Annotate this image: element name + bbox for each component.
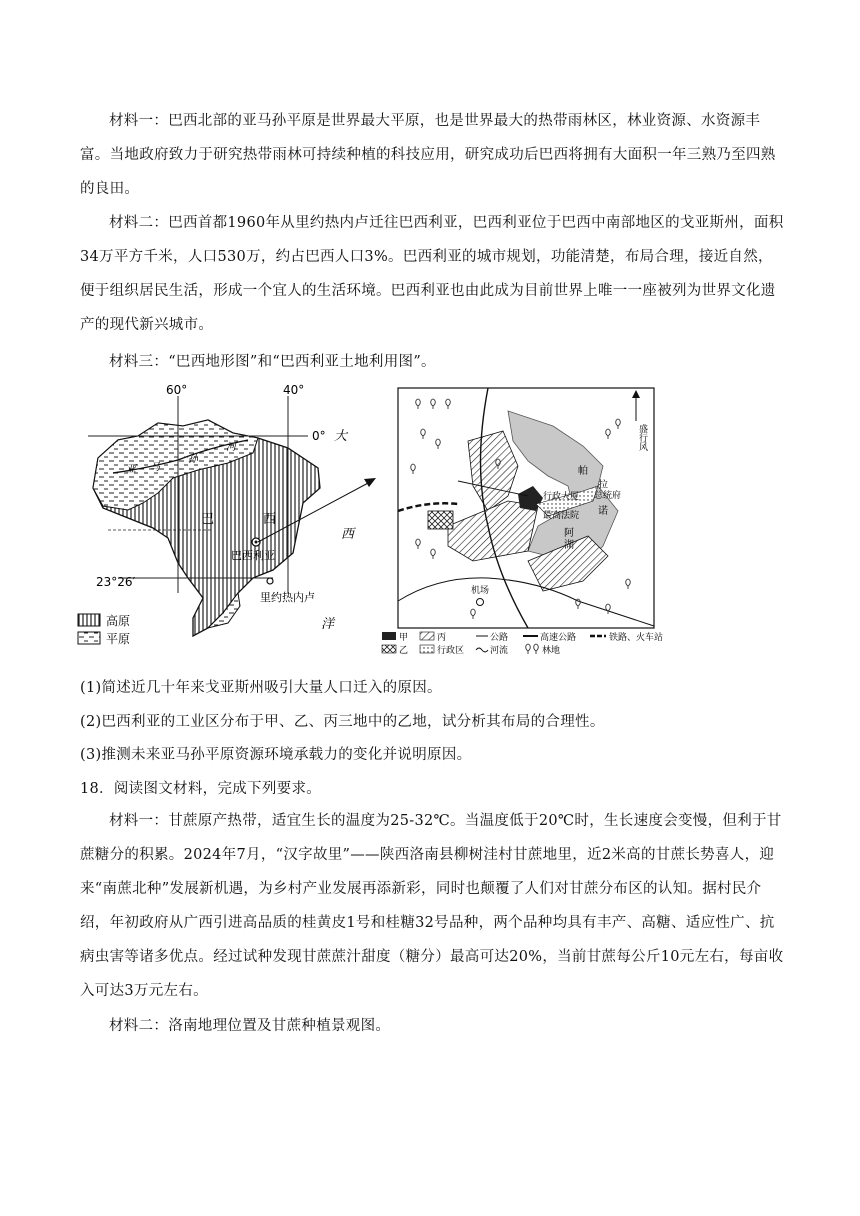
legend-road: 公路 xyxy=(490,633,509,643)
material-18-2: 材料二：洛南地理位置及甘蔗种植景观图。 xyxy=(109,1018,391,1034)
lake-char-3: 诺 xyxy=(598,506,608,517)
brasilia-land-use-map xyxy=(378,386,678,662)
ocean-char-yang: 洋 xyxy=(321,617,335,632)
legend-plateau: 高原 xyxy=(106,614,131,628)
legend-yi: 乙 xyxy=(399,646,409,656)
country-char-xi: 西 xyxy=(263,512,277,527)
legend-admin-area: 行政区 xyxy=(437,646,465,656)
lon-60-label: 60° xyxy=(166,383,188,397)
palace-label: 总统府 xyxy=(594,491,622,501)
ocean-char-xi: 西 xyxy=(341,527,355,542)
river-char-2: 马 xyxy=(150,462,160,473)
question-1: (1)简述近几十年来戈亚斯州吸引大量人口迁入的原因。 xyxy=(80,680,442,696)
lake-char-4: 阿 xyxy=(564,528,574,539)
brasilia-label: 巴西利亚 xyxy=(231,549,275,562)
legend-river: 河流 xyxy=(490,646,509,656)
material-3: 材料三：“巴西地形图”和“巴西利亚土地利用图”。 xyxy=(109,354,436,370)
legend-bing: 丙 xyxy=(437,633,447,643)
lake-char-2: 拉 xyxy=(598,480,608,491)
river-char-4: 河 xyxy=(226,442,236,453)
legend-forest: 林地 xyxy=(542,646,561,656)
material-1: 材料一：巴西北部的亚马孙平原是世界最大平原，也是世界最大的热带雨林区，林业资源、水资源丰富。当地政府致力于研究热带雨林可持续种植的科技应用，研究成功后巴西将拥有大面积一年三熟乃至四熟的良田。 xyxy=(80,113,776,197)
airport-label: 机场 xyxy=(471,586,490,596)
wind-label: 盛行风 xyxy=(637,424,647,451)
material-2: 材料二：巴西首都1960年从里约热内卢迁往巴西利亚，巴西利亚位于巴西中南部地区的戈亚斯州，面积34万平方千米，人口530万，约占巴西人口3%。巴西利亚的城市规划，功能清楚，布局合理，接近自然，便于组织居民生活，形成一个宜人的生活环境。巴西利亚也由此成为目前世界上唯一一座被列为世界文化遗产的现代新兴城市。 xyxy=(80,215,784,333)
river-char-3: 孙 xyxy=(188,454,198,465)
admin-building-label: 行政大厦 xyxy=(543,492,580,502)
rio-label: 里约热内卢 xyxy=(260,591,315,604)
equator-label: 0° xyxy=(312,429,326,443)
question-18: 18．阅读图文材料，完成下列要求。 xyxy=(80,781,322,797)
tropic-label: 23°26′ xyxy=(96,575,136,589)
river-char-1: 亚 xyxy=(126,464,136,475)
material-18-1: 材料一：甘蔗原产热带，适宜生长的温度为25-32℃。当温度低于20℃时，生长速度会变慢，但利于甘蔗糖分的积累。2024年7月，“汉字故里”——陕西洛南县柳树洼村甘蔗地里，近2米高的甘蔗长势喜人，迎来“南蔗北种”发展新机遇，为乡村产业发展再添新彩，同时也颠覆了人们对甘蔗分布区的认知。据村民介绍，年初政府从广西引进高品质的桂黄皮1号和桂糖32号品种，两个品种均具有丰产、高糖、适应性广、抗病虫害等诸多优点。经过试种发现甘蔗蔗汁甜度（糖分）最高可达20%，当前甘蔗每公斤10元左右，每亩收入可达3万元左右。 xyxy=(80,813,784,999)
lake-char-5: 湖 xyxy=(564,540,574,551)
lake-char-1: 帕 xyxy=(578,466,588,477)
legend-plain: 平原 xyxy=(106,632,131,646)
legend-rail: 铁路、火车站 xyxy=(609,633,664,643)
country-char-ba: 巴 xyxy=(201,512,215,527)
question-3: (3)推测未来亚马孙平原资源环境承载力的变化并说明原因。 xyxy=(80,747,472,763)
legend-highway: 高速公路 xyxy=(540,633,577,643)
legend-jia: 甲 xyxy=(399,633,409,643)
rio-marker xyxy=(267,578,273,584)
supreme-court-label: 最高法院 xyxy=(543,511,580,521)
question-2: (2)巴西利亚的工业区分布于甲、乙、丙三地中的乙地，试分析其布局的合理性。 xyxy=(80,714,605,730)
lon-40-label: 40° xyxy=(283,383,305,397)
brazil-topographic-map xyxy=(58,378,378,658)
ocean-char-da: 大 xyxy=(334,429,348,444)
